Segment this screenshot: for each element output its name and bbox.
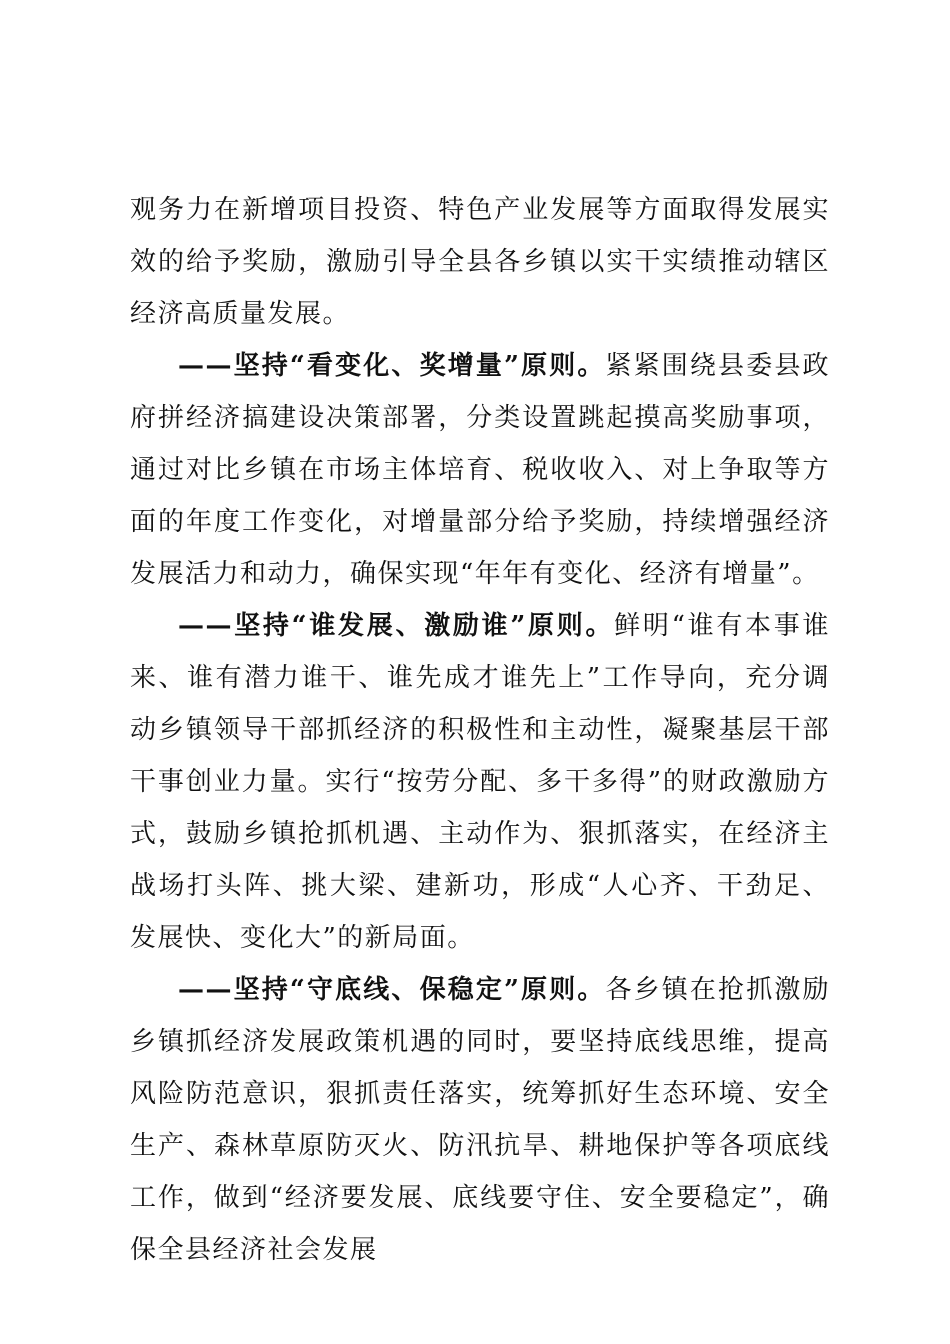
paragraph-body: 观务力在新增项目投资、特色产业发展等方面取得发展实效的给予奖励，激励引导全县各乡镇以实干实绩推动辖区经济高质量发展。 [130,195,830,329]
paragraph-continuation [130,184,830,340]
paragraph-principle-bottomline [130,964,830,1276]
paragraph-principle-change [130,340,830,600]
paragraph-heading: ——坚持“守底线、保稳定”原则。 [178,975,606,1005]
paragraph-body: 各乡镇在抢抓激励乡镇抓经济发展政策机遇的同时，要坚持底线思维，提高风险防范意识，狠抓责任落实，统筹抓好生态环境、安全生产、森林草原防灭火、防汛抗旱、耕地保护等各项底线工作，做到“经济要发展、底线要守住、安全要稳定”，确保全县经济社会发展 [130,975,830,1265]
paragraph-heading: ——坚持“看变化、奖增量”原则。 [178,351,606,381]
document-body [130,184,830,1276]
paragraph-body: 鲜明“谁有本事谁来、谁有潜力谁干、谁先成才谁先上”工作导向，充分调动乡镇领导干部抓经济的积极性和主动性，凝聚基层干部干事创业力量。实行“按劳分配、多干多得”的财政激励方式，鼓励乡镇抢抓机遇、主动作为、狠抓落实，在经济主战场打头阵、挑大梁、建新功，形成“人心齐、干劲足、发展快、变化大”的新局面。 [130,611,830,953]
paragraph-body: 紧紧围绕县委县政府拼经济搞建设决策部署，分类设置跳起摸高奖励事项，通过对比乡镇在市场主体培育、税收收入、对上争取等方面的年度工作变化，对增量部分给予奖励，持续增强经济发展活力和动力，确保实现“年年有变化、经济有增量”。 [130,351,830,589]
paragraph-heading: ——坚持“谁发展、激励谁”原则。 [178,611,615,641]
paragraph-principle-incentive [130,600,830,964]
